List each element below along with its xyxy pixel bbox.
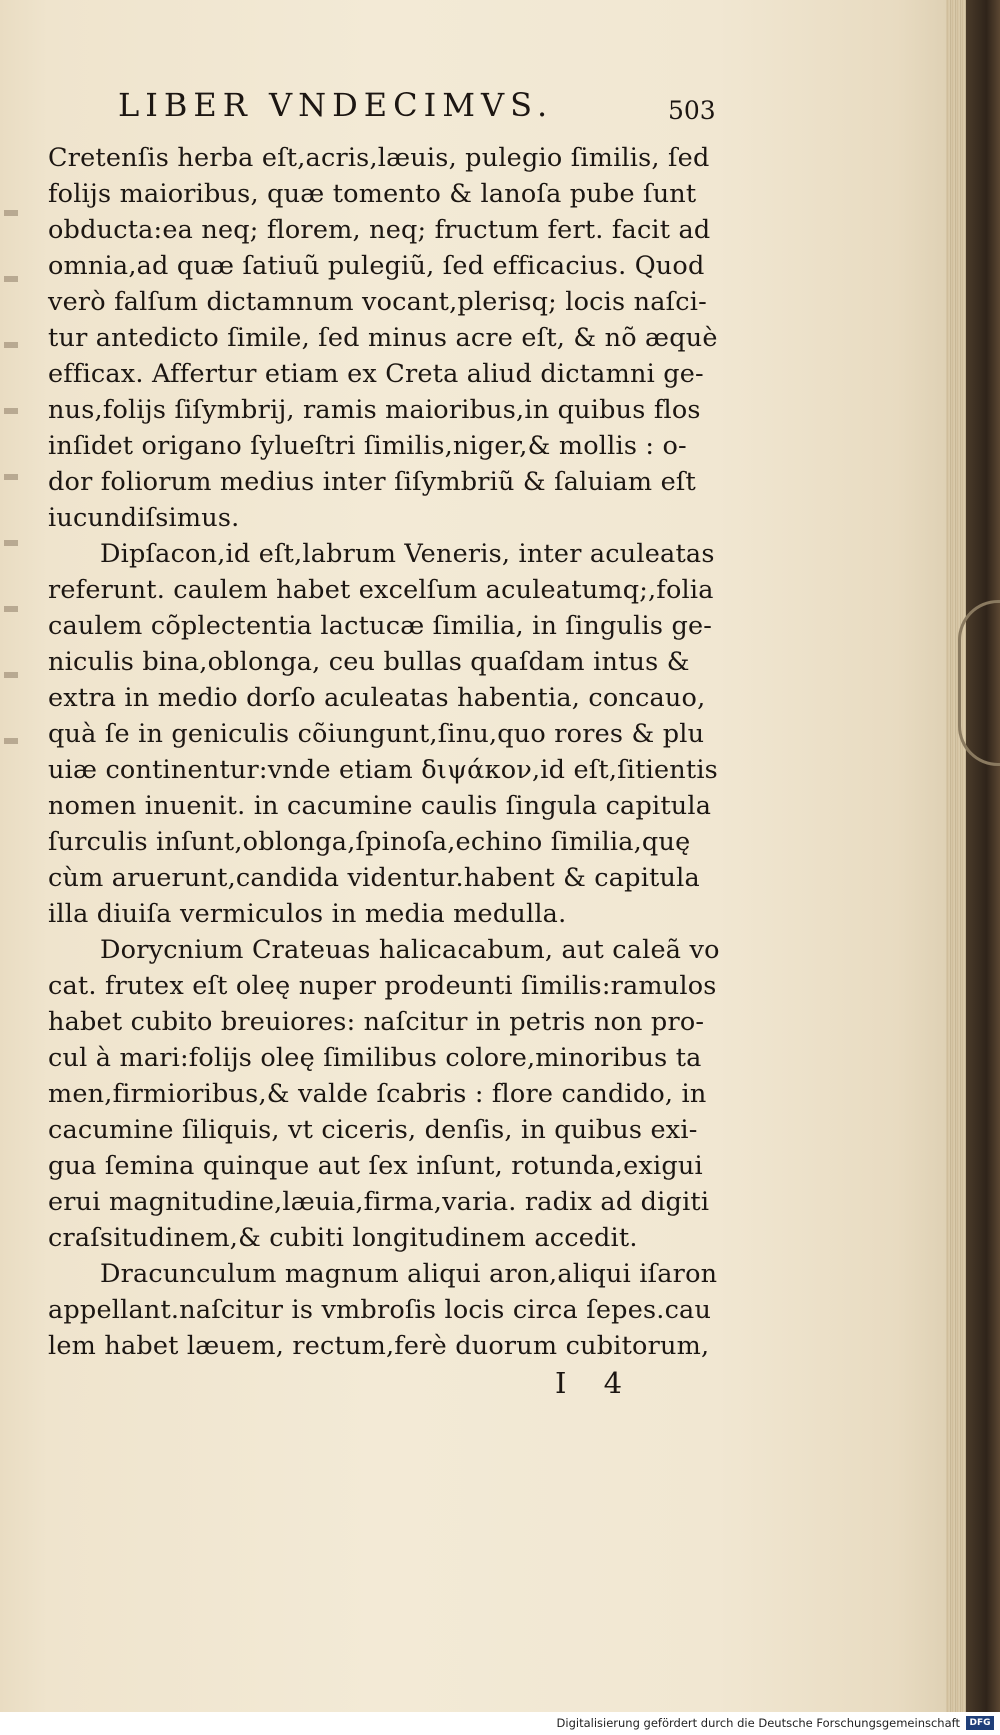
text-line: uiæ continentur:vnde etiam διψάκον,id eſt,ſitientis [48, 755, 718, 785]
text-line: obducta:ea neq; florem, neq; fructum fert. facit ad [48, 215, 711, 245]
paragraph-start-line: Dipſacon,id eſt,labrum Veneris, inter aculeatas [100, 539, 715, 569]
text-line: gua ſemina quinque aut ſex inſunt, rotunda,exigui [48, 1151, 703, 1181]
text-line: erui magnitudine,læuia,firma,varia. radix ad digiti [48, 1187, 710, 1217]
paragraph-start-line: Dorycnium Crateuas halicacabum, aut caleã vo [100, 935, 720, 965]
text-line: craſsitudinem,& cubiti longitudinem accedit. [48, 1223, 638, 1253]
text-line: Cretenſis herba eſt,acris,læuis, pulegio ſimilis, ſed [48, 143, 710, 173]
running-head: LIBER VNDECIMVS. [118, 86, 554, 124]
text-line: illa diuiſa vermiculos in media medulla. [48, 899, 567, 929]
text-line: ſurculis inſunt,oblonga,ſpinoſa,echino ſimilia,quę [48, 827, 691, 857]
book-cover-edge [966, 0, 1000, 1712]
text-line: cul à mari:folijs oleę ſimilibus colore,minoribus ta [48, 1043, 702, 1073]
text-line: quà ſe in geniculis cõiungunt,ſinu,quo rores & plu [48, 719, 705, 749]
text-line: nus,folijs ſiſymbrij, ramis maioribus,in quibus flos [48, 395, 701, 425]
text-line: verò falſum dictamnum vocant,plerisq; locis naſci- [48, 287, 707, 317]
text-line: dor foliorum medius inter ſiſymbriũ & ſaluiam eſt [48, 467, 696, 497]
text-line: omnia,ad quæ ſatiuũ pulegiũ, ſed efficacius. Quod [48, 251, 705, 281]
text-line: habet cubito breuiores: naſcitur in petris non pro- [48, 1007, 705, 1037]
text-line: appellant.naſcitur is vmbroſis locis circa ſepes.cau [48, 1295, 712, 1325]
text-line: referunt. caulem habet excelſum aculeatumq;,folia [48, 575, 714, 605]
text-line: tur antedicto ſimile, ſed minus acre eſt, & nõ æquè [48, 323, 718, 353]
page-number: 503 [668, 96, 716, 125]
text-line: cùm aruerunt,candida videntur.habent & capitula [48, 863, 700, 893]
text-line: cat. frutex eſt oleę nuper prodeunti ſimilis:ramulos [48, 971, 717, 1001]
signature-mark: I 4 [555, 1366, 637, 1400]
text-line: caulem cõplectentia lactucæ ſimilia, in ſingulis ge- [48, 611, 713, 641]
dfg-logo: DFG [966, 1716, 994, 1730]
text-line: efficax. Affertur etiam ex Creta aliud dictamni ge- [48, 359, 704, 389]
text-line: nomen inuenit. in cacumine caulis ſingula capitula [48, 791, 712, 821]
text-line: folijs maioribus, quæ tomento & lanoſa pube ſunt [48, 179, 697, 209]
clip-shadow [958, 600, 1000, 766]
text-line: lem habet læuem, rectum,ferè duorum cubitorum, [48, 1331, 710, 1361]
paragraph-start-line: Dracunculum magnum aliqui aron,aliqui iſaron [100, 1259, 718, 1289]
text-line: men,firmioribus,& valde ſcabris : flore candido, in [48, 1079, 707, 1109]
text-line: niculis bina,oblonga, ceu bullas quaſdam intus & [48, 647, 690, 677]
text-line: extra in medio dorſo aculeatas habentia, concauo, [48, 683, 706, 713]
digitization-credit: Digitalisierung gefördert durch die Deutsche Forschungsgemeinschaft [556, 1716, 960, 1730]
text-line: inſidet origano ſylueſtri ſimilis,niger,& mollis : o- [48, 431, 687, 461]
text-line: iucundiſsimus. [48, 503, 240, 533]
text-line: cacumine ſiliquis, vt ciceris, denſis, in quibus exi- [48, 1115, 698, 1145]
